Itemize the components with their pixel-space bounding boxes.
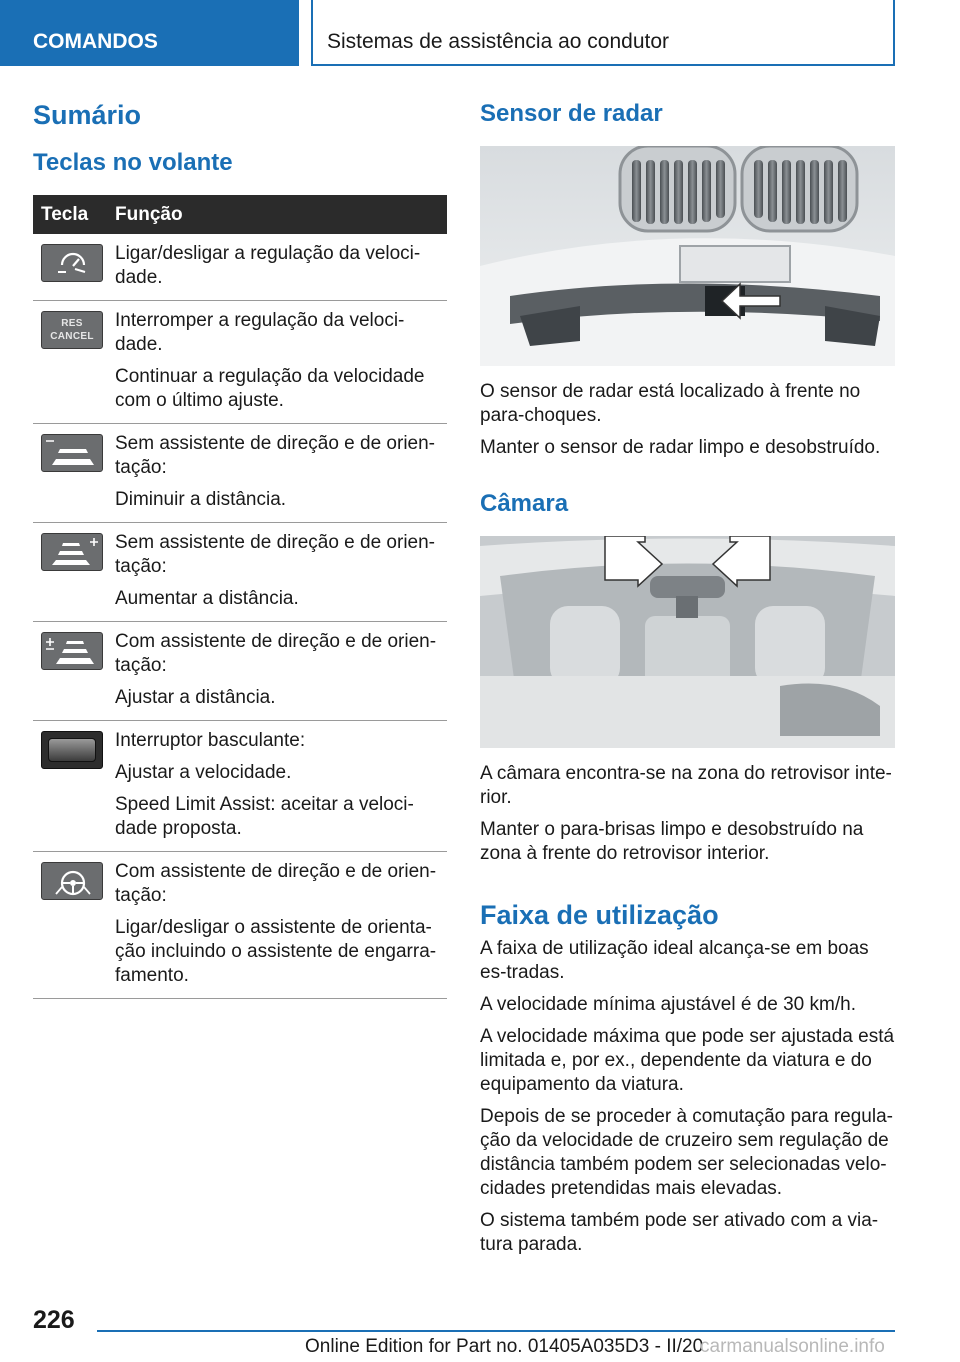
function-text: Ajustar a distância.	[115, 687, 276, 708]
table-row	[33, 622, 447, 721]
col-key-header: Tecla	[41, 203, 89, 225]
radar-sensor-heading: Sensor de radar	[480, 100, 663, 127]
res-cancel-icon	[41, 311, 103, 349]
table-row	[33, 301, 447, 424]
function-text: Com assistente de direção e de orien-tação:	[115, 631, 437, 676]
function-text: Interruptor basculante:	[115, 730, 306, 751]
function-text: Aumentar a distância.	[115, 588, 299, 609]
chapter-title: Sistemas de assistência ao condutor	[311, 0, 895, 66]
function-text: Continuar a regulação da velocidade com o último ajuste.	[115, 366, 425, 411]
watermark: carmanualsonline.info	[700, 1336, 885, 1357]
range-heading: Faixa de utilização	[480, 900, 719, 930]
left-column	[33, 100, 447, 999]
table-header	[33, 195, 447, 234]
steering-assistant-icon	[41, 862, 103, 900]
right-column	[480, 100, 895, 1265]
edition-text: Online Edition for Part no. 01405A035D3 - II/20	[305, 1336, 704, 1357]
function-text: Com assistente de direção e de orien-tação:	[115, 861, 437, 906]
range-text: A velocidade máxima que pode ser ajustada está limitada e, por ex., dependente da viatura e do equipamento da viatura.	[480, 1026, 895, 1095]
range-text: O sistema também pode ser ativado com a via-tura parada.	[480, 1210, 879, 1255]
camera-text: A câmara encontra-se na zona do retrovisor inte-rior.	[480, 763, 892, 808]
distance-adjust-icon	[41, 632, 103, 670]
cancel-label: CANCEL	[50, 331, 94, 342]
table-row	[33, 721, 447, 852]
summary-heading: Sumário	[33, 100, 142, 130]
range-text: A faixa de utilização ideal alcança-se em boas es-tradas.	[480, 938, 869, 983]
radar-text: Manter o sensor de radar limpo e desobstruído.	[480, 437, 881, 458]
res-label: RES	[61, 318, 83, 329]
rocker-switch-icon	[41, 731, 103, 769]
footer-divider	[97, 1330, 895, 1332]
table-row	[33, 234, 447, 301]
steering-keys-heading: Teclas no volante	[33, 149, 233, 176]
page-number: 226	[33, 1306, 75, 1334]
camera-text: Manter o para-brisas limpo e desobstruído na zona à frente do retrovisor interior.	[480, 819, 864, 864]
radar-text: O sensor de radar está localizado à frente no para-choques.	[480, 381, 861, 426]
camera-illustration	[480, 536, 895, 748]
function-text: Ajustar a velocidade.	[115, 762, 292, 783]
function-text: Speed Limit Assist: aceitar a veloci-dade proposta.	[115, 794, 414, 839]
radar-sensor-illustration	[480, 146, 895, 366]
range-text: Depois de se proceder à comutação para regula-ção da velocidade de cruzeiro sem regulação de distância também podem ser selecionadas velo-cidades pretendidas mais elevadas.	[480, 1106, 893, 1199]
table-row	[33, 424, 447, 523]
keys-table	[33, 195, 447, 999]
function-text: Ligar/desligar a regulação da veloci-dade.	[115, 243, 421, 288]
function-text: Diminuir a distância.	[115, 489, 287, 510]
col-function-header: Função	[115, 203, 183, 225]
function-text: Ligar/desligar o assistente de orienta-ção incluindo o assistente de engarra-famento.	[115, 917, 437, 986]
distance-increase-icon	[41, 533, 103, 571]
function-text: Sem assistente de direção e de orien-tação:	[115, 532, 436, 577]
table-row	[33, 523, 447, 622]
camera-heading: Câmara	[480, 490, 569, 517]
distance-decrease-icon	[41, 434, 103, 472]
page-footer	[0, 1290, 960, 1362]
table-row	[33, 852, 447, 999]
page-header	[0, 0, 960, 66]
speed-regulation-icon	[41, 244, 103, 282]
function-text: Interromper a regulação da veloci-dade.	[115, 310, 405, 355]
function-text: Sem assistente de direção e de orien-tação:	[115, 433, 436, 478]
range-text: A velocidade mínima ajustável é de 30 km/h.	[480, 994, 856, 1015]
section-tab: COMANDOS	[0, 0, 299, 66]
